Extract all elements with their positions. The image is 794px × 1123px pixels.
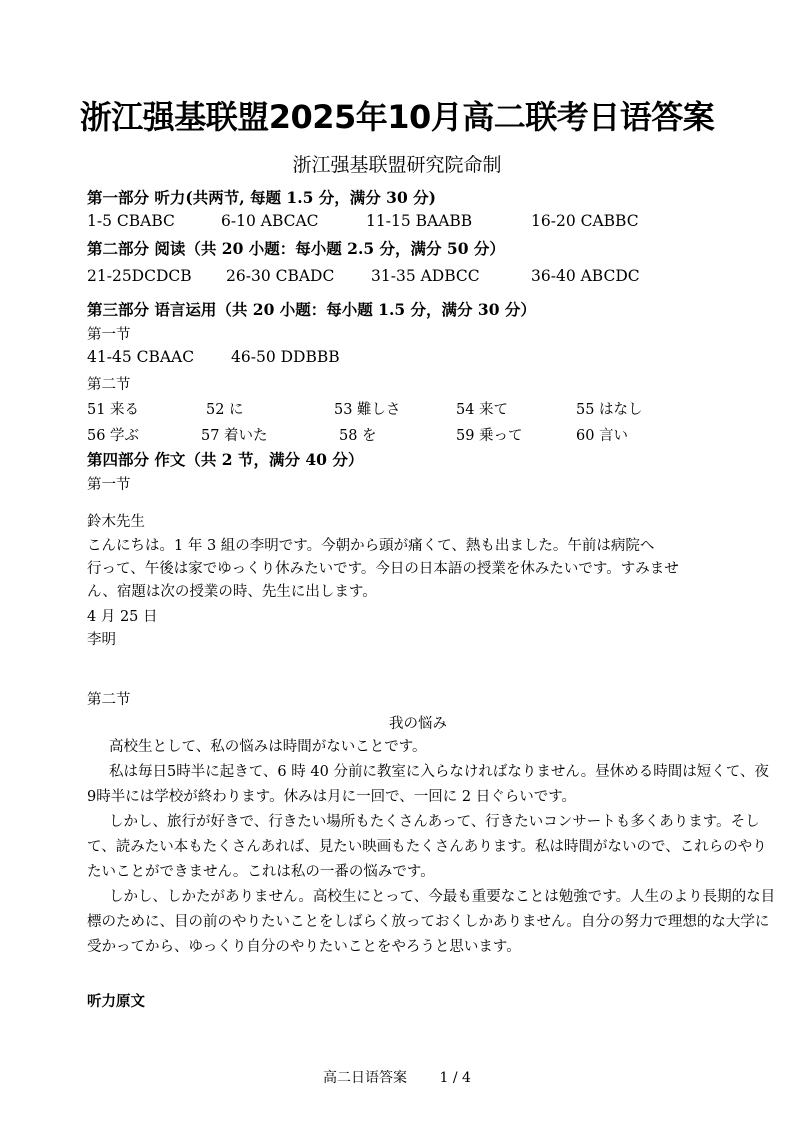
answer-item: 57 着いた bbox=[201, 428, 268, 444]
page-footer bbox=[0, 1067, 794, 1087]
essay-paragraph: しかし、旅行が好きで、行きたい場所もたくさんあって、行きたいコンサートも多くあります。そして、読みたい本もたくさんあれば、見たい映画もたくさんあります。私は時間がないので、これらのやりたいことができません。これは私の一番の悩みです。 bbox=[87, 814, 767, 880]
answer-item: 56 学ぶ bbox=[87, 428, 140, 444]
letter-line: 行って、午後は家でゆっくり休みたいです。今日の日本語の授業を休みたいです。すみませ bbox=[87, 561, 679, 577]
essay-paragraph: 私は毎日5時半に起きて、6 時 40 分前に教室に入らなければなりません。昼休める時間は短くて、夜9時半には学校が終わります。休みは月に一回で、一回に 2 日ぐらいです。 bbox=[87, 764, 770, 805]
section-label: 第一节 bbox=[87, 477, 131, 493]
answer-group: 11-15 BAABB bbox=[366, 212, 473, 230]
answer-group: 16-20 CABBC bbox=[531, 212, 639, 230]
page-title: 浙江强基联盟2025年10月高二联考日语答案 bbox=[79, 98, 715, 136]
answer-group: 1-5 CBABC bbox=[87, 212, 175, 230]
page-subtitle: 浙江强基联盟研究院命制 bbox=[292, 154, 502, 176]
answer-group: 21-25DCDCB bbox=[87, 267, 192, 285]
answer-item: 60 言い bbox=[576, 428, 629, 444]
letter-line: ん、宿題は次の授業の時、先生に出します。 bbox=[87, 584, 377, 600]
answer-item: 52 に bbox=[206, 402, 244, 418]
letter-line: こんにちは。1 年 3 組の李明です。今朝から頭が痛くて、熱も出ました。午前は病院へ bbox=[87, 538, 655, 554]
letter-recipient: 鈴木先生 bbox=[87, 514, 145, 530]
answer-item: 55 はなし bbox=[576, 402, 643, 418]
letter-date: 4 月 25 日 bbox=[87, 609, 158, 625]
part2-heading: 第二部分 阅读（共 20 小题：每小题 2.5 分，满分 50 分） bbox=[87, 239, 505, 258]
answer-group: 31-35 ADBCC bbox=[371, 267, 480, 285]
answer-item: 53 難しさ bbox=[334, 402, 401, 418]
essay-paragraph: しかし、しかたがありません。高校生にとって、今最も重要なことは勉強です。人生のより長期的な目標のために、目の前のやりたいことをしばらく放っておくしかありません。自分の努力で理想的な大学に受かってから、ゆっくり自分のやりたいことをやろうと思います。 bbox=[87, 889, 776, 955]
letter-signature: 李明 bbox=[87, 632, 116, 648]
answer-group: 6-10 ABCAC bbox=[221, 212, 319, 230]
answer-group: 36-40 ABCDC bbox=[531, 267, 640, 285]
answer-group: 46-50 DDBBB bbox=[231, 348, 340, 366]
answer-item: 54 来て bbox=[456, 402, 509, 418]
section-label: 第一节 bbox=[87, 327, 131, 343]
answer-item: 58 を bbox=[339, 428, 377, 444]
page-number: 1 / 4 bbox=[439, 1070, 471, 1086]
answer-item: 59 乗って bbox=[456, 428, 523, 444]
answer-item: 51 来る bbox=[87, 402, 140, 418]
section-label: 第二节 bbox=[87, 692, 131, 708]
listening-transcript-heading: 听力原文 bbox=[87, 993, 145, 1010]
part1-heading: 第一部分 听力(共两节, 每题 1.5 分，满分 30 分) bbox=[87, 188, 436, 207]
part3-heading: 第三部分 语言运用（共 20 小题：每小题 1.5 分，满分 30 分） bbox=[87, 300, 536, 319]
section-label: 第二节 bbox=[87, 377, 131, 393]
essay-paragraph: 高校生として、私の悩みは時間がないことです。 bbox=[109, 739, 427, 755]
answer-group: 26-30 CBADC bbox=[226, 267, 335, 285]
answer-group: 41-45 CBAAC bbox=[87, 348, 195, 366]
part4-heading: 第四部分 作文（共 2 节，满分 40 分） bbox=[87, 450, 364, 469]
footer-label: 高二日语答案 bbox=[323, 1070, 408, 1086]
essay-title: 我の悩み bbox=[389, 716, 447, 732]
